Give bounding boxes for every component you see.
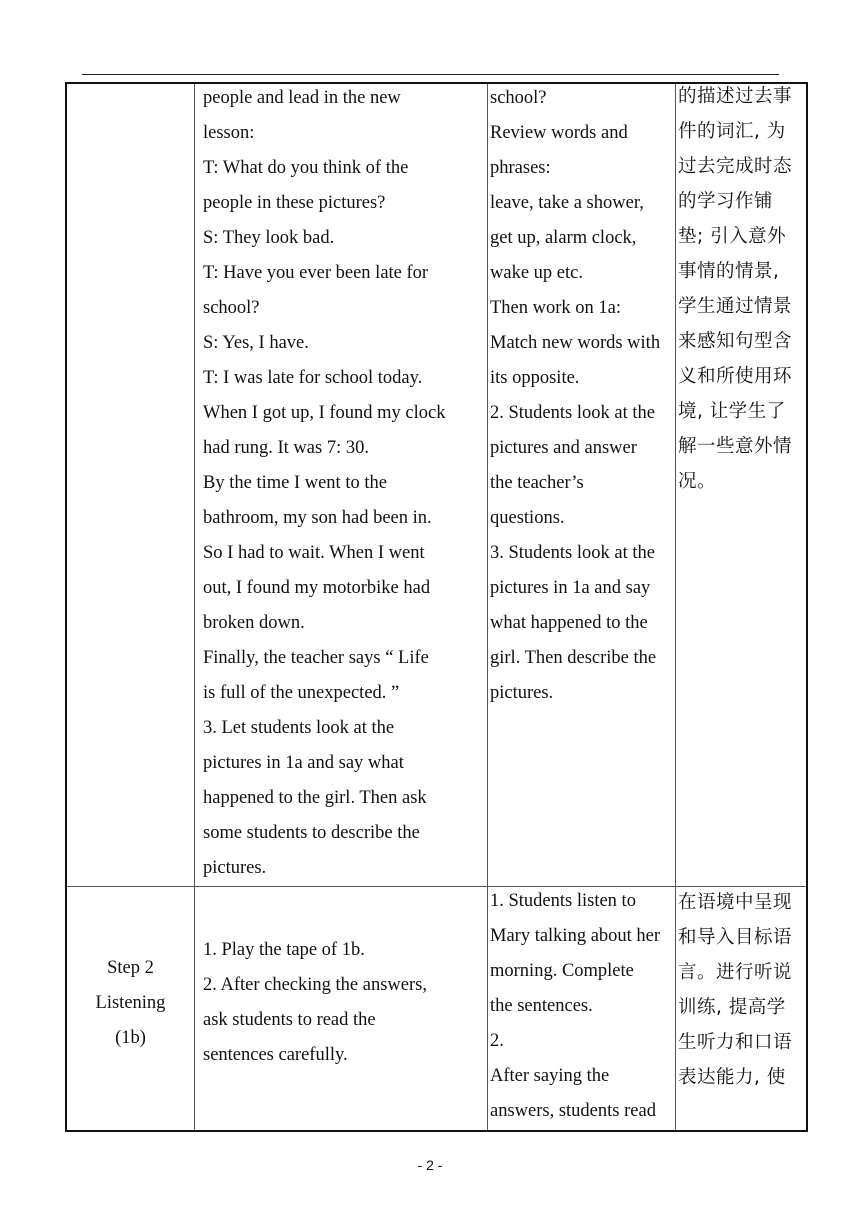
text-line: 1. Play the tape of 1b. bbox=[203, 939, 365, 960]
text-line: 况。 bbox=[678, 471, 717, 492]
text-line: 和导入目标语 bbox=[678, 927, 793, 948]
text-line: By the time I went to the bbox=[203, 473, 387, 493]
text-line: pictures in 1a and say bbox=[490, 578, 651, 598]
text-line: pictures and answer bbox=[490, 438, 637, 458]
text-line: school? bbox=[203, 298, 260, 318]
text-line: 2. bbox=[490, 1031, 504, 1051]
text-line: 来感知句型含 bbox=[678, 331, 793, 352]
teacher-activity-cell bbox=[195, 83, 488, 887]
text-line: happened to the girl. Then ask bbox=[203, 788, 427, 808]
table-row bbox=[66, 83, 807, 887]
teacher-activity-text bbox=[203, 81, 487, 886]
design-purpose-text bbox=[678, 885, 806, 1095]
text-line: school? bbox=[490, 88, 547, 108]
table-row bbox=[66, 887, 807, 1132]
text-line: 的描述过去事 bbox=[678, 86, 793, 107]
text-line: wake up etc. bbox=[490, 263, 583, 283]
text-line: S: They look bad. bbox=[203, 228, 335, 248]
student-activity-cell bbox=[488, 887, 676, 1132]
text-line: 件的词汇, 为 bbox=[678, 121, 786, 142]
text-line: what happened to the bbox=[490, 613, 648, 633]
text-line: pictures. bbox=[490, 683, 554, 703]
text-line: Mary talking about her bbox=[490, 926, 661, 946]
text-line: pictures. bbox=[203, 858, 267, 878]
text-line: 3. Let students look at the bbox=[203, 718, 395, 738]
text-line: get up, alarm clock, bbox=[490, 228, 637, 248]
text-line: S: Yes, I have. bbox=[203, 333, 309, 353]
text-line: 在语境中呈现 bbox=[678, 892, 793, 913]
text-line: 垫; 引入意外 bbox=[678, 226, 787, 247]
text-line: 的学习作铺 bbox=[678, 191, 774, 212]
text-line: Finally, the teacher says “ Life bbox=[203, 648, 429, 668]
text-line: out, I found my motorbike had bbox=[203, 578, 431, 598]
student-activity-text bbox=[490, 884, 675, 1129]
step-label-cell bbox=[66, 887, 195, 1132]
text-line: 2. Students look at the bbox=[490, 403, 655, 423]
text-line: leave, take a shower, bbox=[490, 193, 644, 213]
text-line: answers, students read bbox=[490, 1101, 656, 1121]
text-line: Then work on 1a: bbox=[490, 298, 622, 318]
text-line: lesson: bbox=[203, 123, 255, 143]
teacher-activity-cell bbox=[195, 887, 488, 1132]
text-line: people and lead in the new bbox=[203, 88, 401, 108]
text-line: morning. Complete bbox=[490, 961, 634, 981]
text-line: After saying the bbox=[490, 1066, 610, 1086]
page-number: - 2 - bbox=[417, 1157, 443, 1173]
text-line: questions. bbox=[490, 508, 565, 528]
text-line: 3. Students look at the bbox=[490, 543, 655, 563]
design-purpose-cell bbox=[676, 83, 808, 887]
text-line: (1b) bbox=[115, 1028, 146, 1048]
text-line: ask students to read the bbox=[203, 1009, 376, 1030]
text-line: 训练, 提高学 bbox=[678, 997, 786, 1018]
student-activity-text bbox=[490, 81, 675, 711]
teacher-activity-text bbox=[203, 933, 487, 1073]
design-purpose-text bbox=[678, 79, 806, 499]
header-rule bbox=[82, 74, 779, 75]
text-line: the teacher’s bbox=[490, 473, 584, 493]
text-line: had rung. It was 7: 30. bbox=[203, 438, 369, 458]
text-line: Step 2 bbox=[107, 958, 154, 978]
text-line: its opposite. bbox=[490, 368, 580, 388]
text-line: 境, 让学生了 bbox=[678, 401, 786, 422]
design-purpose-cell bbox=[676, 887, 808, 1132]
text-line: T: I was late for school today. bbox=[203, 368, 423, 388]
text-line: T: What do you think of the bbox=[203, 158, 409, 178]
text-line: some students to describe the bbox=[203, 823, 420, 843]
text-line: pictures in 1a and say what bbox=[203, 753, 404, 773]
text-line: girl. Then describe the bbox=[490, 648, 657, 668]
text-line: 言。进行听说 bbox=[678, 962, 793, 983]
text-line: 过去完成时态 bbox=[678, 156, 793, 177]
text-line: phrases: bbox=[490, 158, 551, 178]
text-line: the sentences. bbox=[490, 996, 593, 1016]
text-line: sentences carefully. bbox=[203, 1044, 348, 1065]
text-line: is full of the unexpected. ” bbox=[203, 683, 400, 703]
text-line: When I got up, I found my clock bbox=[203, 403, 446, 423]
text-line: 2. After checking the answers, bbox=[203, 974, 427, 995]
text-line: Match new words with bbox=[490, 333, 661, 353]
step-label bbox=[67, 951, 194, 1056]
student-activity-cell bbox=[488, 83, 676, 887]
text-line: 义和所使用环 bbox=[678, 366, 793, 387]
text-line: 表达能力, 使 bbox=[678, 1067, 786, 1088]
text-line: 解一些意外情 bbox=[678, 436, 793, 457]
text-line: Listening bbox=[95, 993, 166, 1013]
text-line: So I had to wait. When I went bbox=[203, 543, 425, 563]
text-line: people in these pictures? bbox=[203, 193, 386, 213]
text-line: 生听力和口语 bbox=[678, 1032, 793, 1053]
text-line: 事情的情景, bbox=[678, 261, 780, 282]
text-line: bathroom, my son had been in. bbox=[203, 508, 432, 528]
text-line: broken down. bbox=[203, 613, 305, 633]
text-line: 学生通过情景 bbox=[678, 296, 793, 317]
text-line: Review words and bbox=[490, 123, 628, 143]
lesson-plan-table bbox=[65, 82, 808, 1132]
text-line: T: Have you ever been late for bbox=[203, 263, 429, 283]
text-line: 1. Students listen to bbox=[490, 891, 636, 911]
step-cell-empty bbox=[66, 83, 195, 887]
